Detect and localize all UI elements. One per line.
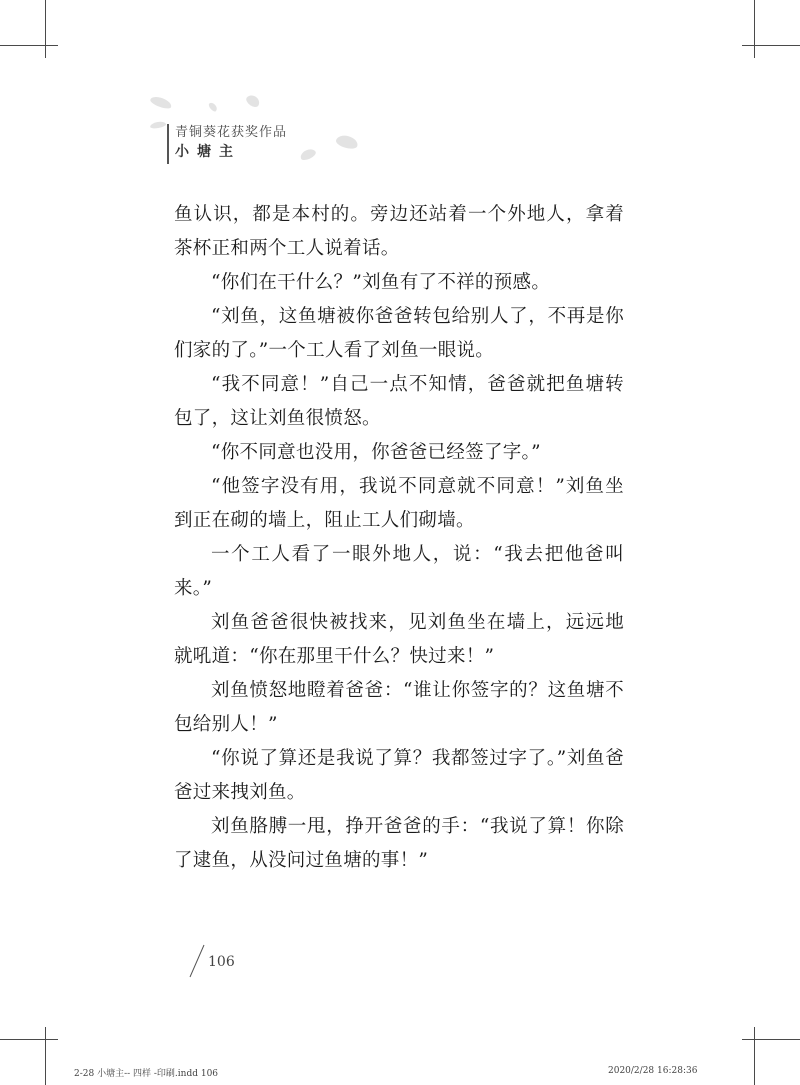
paragraph: “他签字没有用，我说不同意就不同意！”刘鱼坐到正在砌的墙上，阻止工人们砌墙。	[174, 476, 624, 531]
petal-decoration	[299, 147, 317, 162]
petal-decoration	[150, 121, 167, 130]
petal-decoration	[149, 95, 173, 111]
petal-decoration	[335, 133, 359, 150]
paragraph: “刘鱼，这鱼塘被你爸爸转包给别人了，不再是你们家的了。”一个工人看了刘鱼一眼说。	[174, 306, 624, 361]
petal-decoration	[244, 93, 261, 109]
paragraph: 刘鱼愤怒地瞪着爸爸：“谁让你签字的？这鱼塘不包给别人！”	[174, 680, 624, 735]
body-text	[174, 198, 624, 878]
crop-mark	[754, 1027, 755, 1085]
petal-decoration	[207, 101, 218, 113]
header-rule	[167, 124, 169, 164]
crop-mark	[754, 0, 755, 58]
paragraph: “你说了算还是我说了算？我都签过字了。”刘鱼爸爸过来拽刘鱼。	[174, 748, 624, 803]
paragraph: “你不同意也没用，你爸爸已经签了字。”	[211, 442, 541, 463]
print-slug-file: 2-28 小塘主-- 四样 -印刷.indd 106	[74, 1069, 219, 1079]
crop-mark	[0, 1039, 58, 1040]
paragraph: 鱼认识，都是本村的。旁边还站着一个外地人，拿着茶杯正和两个工人说着话。	[174, 204, 624, 259]
page-number-slash	[188, 944, 206, 978]
paragraph: 刘鱼胳膊一甩，挣开爸爸的手：“我说了算！你除了逮鱼，从没问过鱼塘的事！”	[174, 816, 624, 871]
paragraph: 刘鱼爸爸很快被找来，见刘鱼坐在墙上，远远地就吼道：“你在那里干什么？快过来！”	[174, 612, 624, 667]
series-title: 青铜葵花获奖作品	[175, 125, 288, 140]
book-title: 小塘主	[175, 144, 241, 160]
crop-mark	[0, 45, 58, 46]
page-number: 106	[208, 954, 235, 970]
crop-mark	[45, 1027, 46, 1085]
paragraph: “你们在干什么？”刘鱼有了不祥的预感。	[211, 272, 551, 293]
crop-mark	[742, 1039, 800, 1040]
crop-mark	[742, 45, 800, 46]
crop-mark	[45, 0, 46, 58]
paragraph: 一个工人看了一眼外地人，说：“我去把他爸叫来。”	[174, 544, 624, 599]
print-slug-timestamp: 2020/2/28 16:28:36	[608, 1066, 698, 1076]
paragraph: “我不同意！”自己一点不知情，爸爸就把鱼塘转包了，这让刘鱼很愤怒。	[174, 374, 624, 429]
